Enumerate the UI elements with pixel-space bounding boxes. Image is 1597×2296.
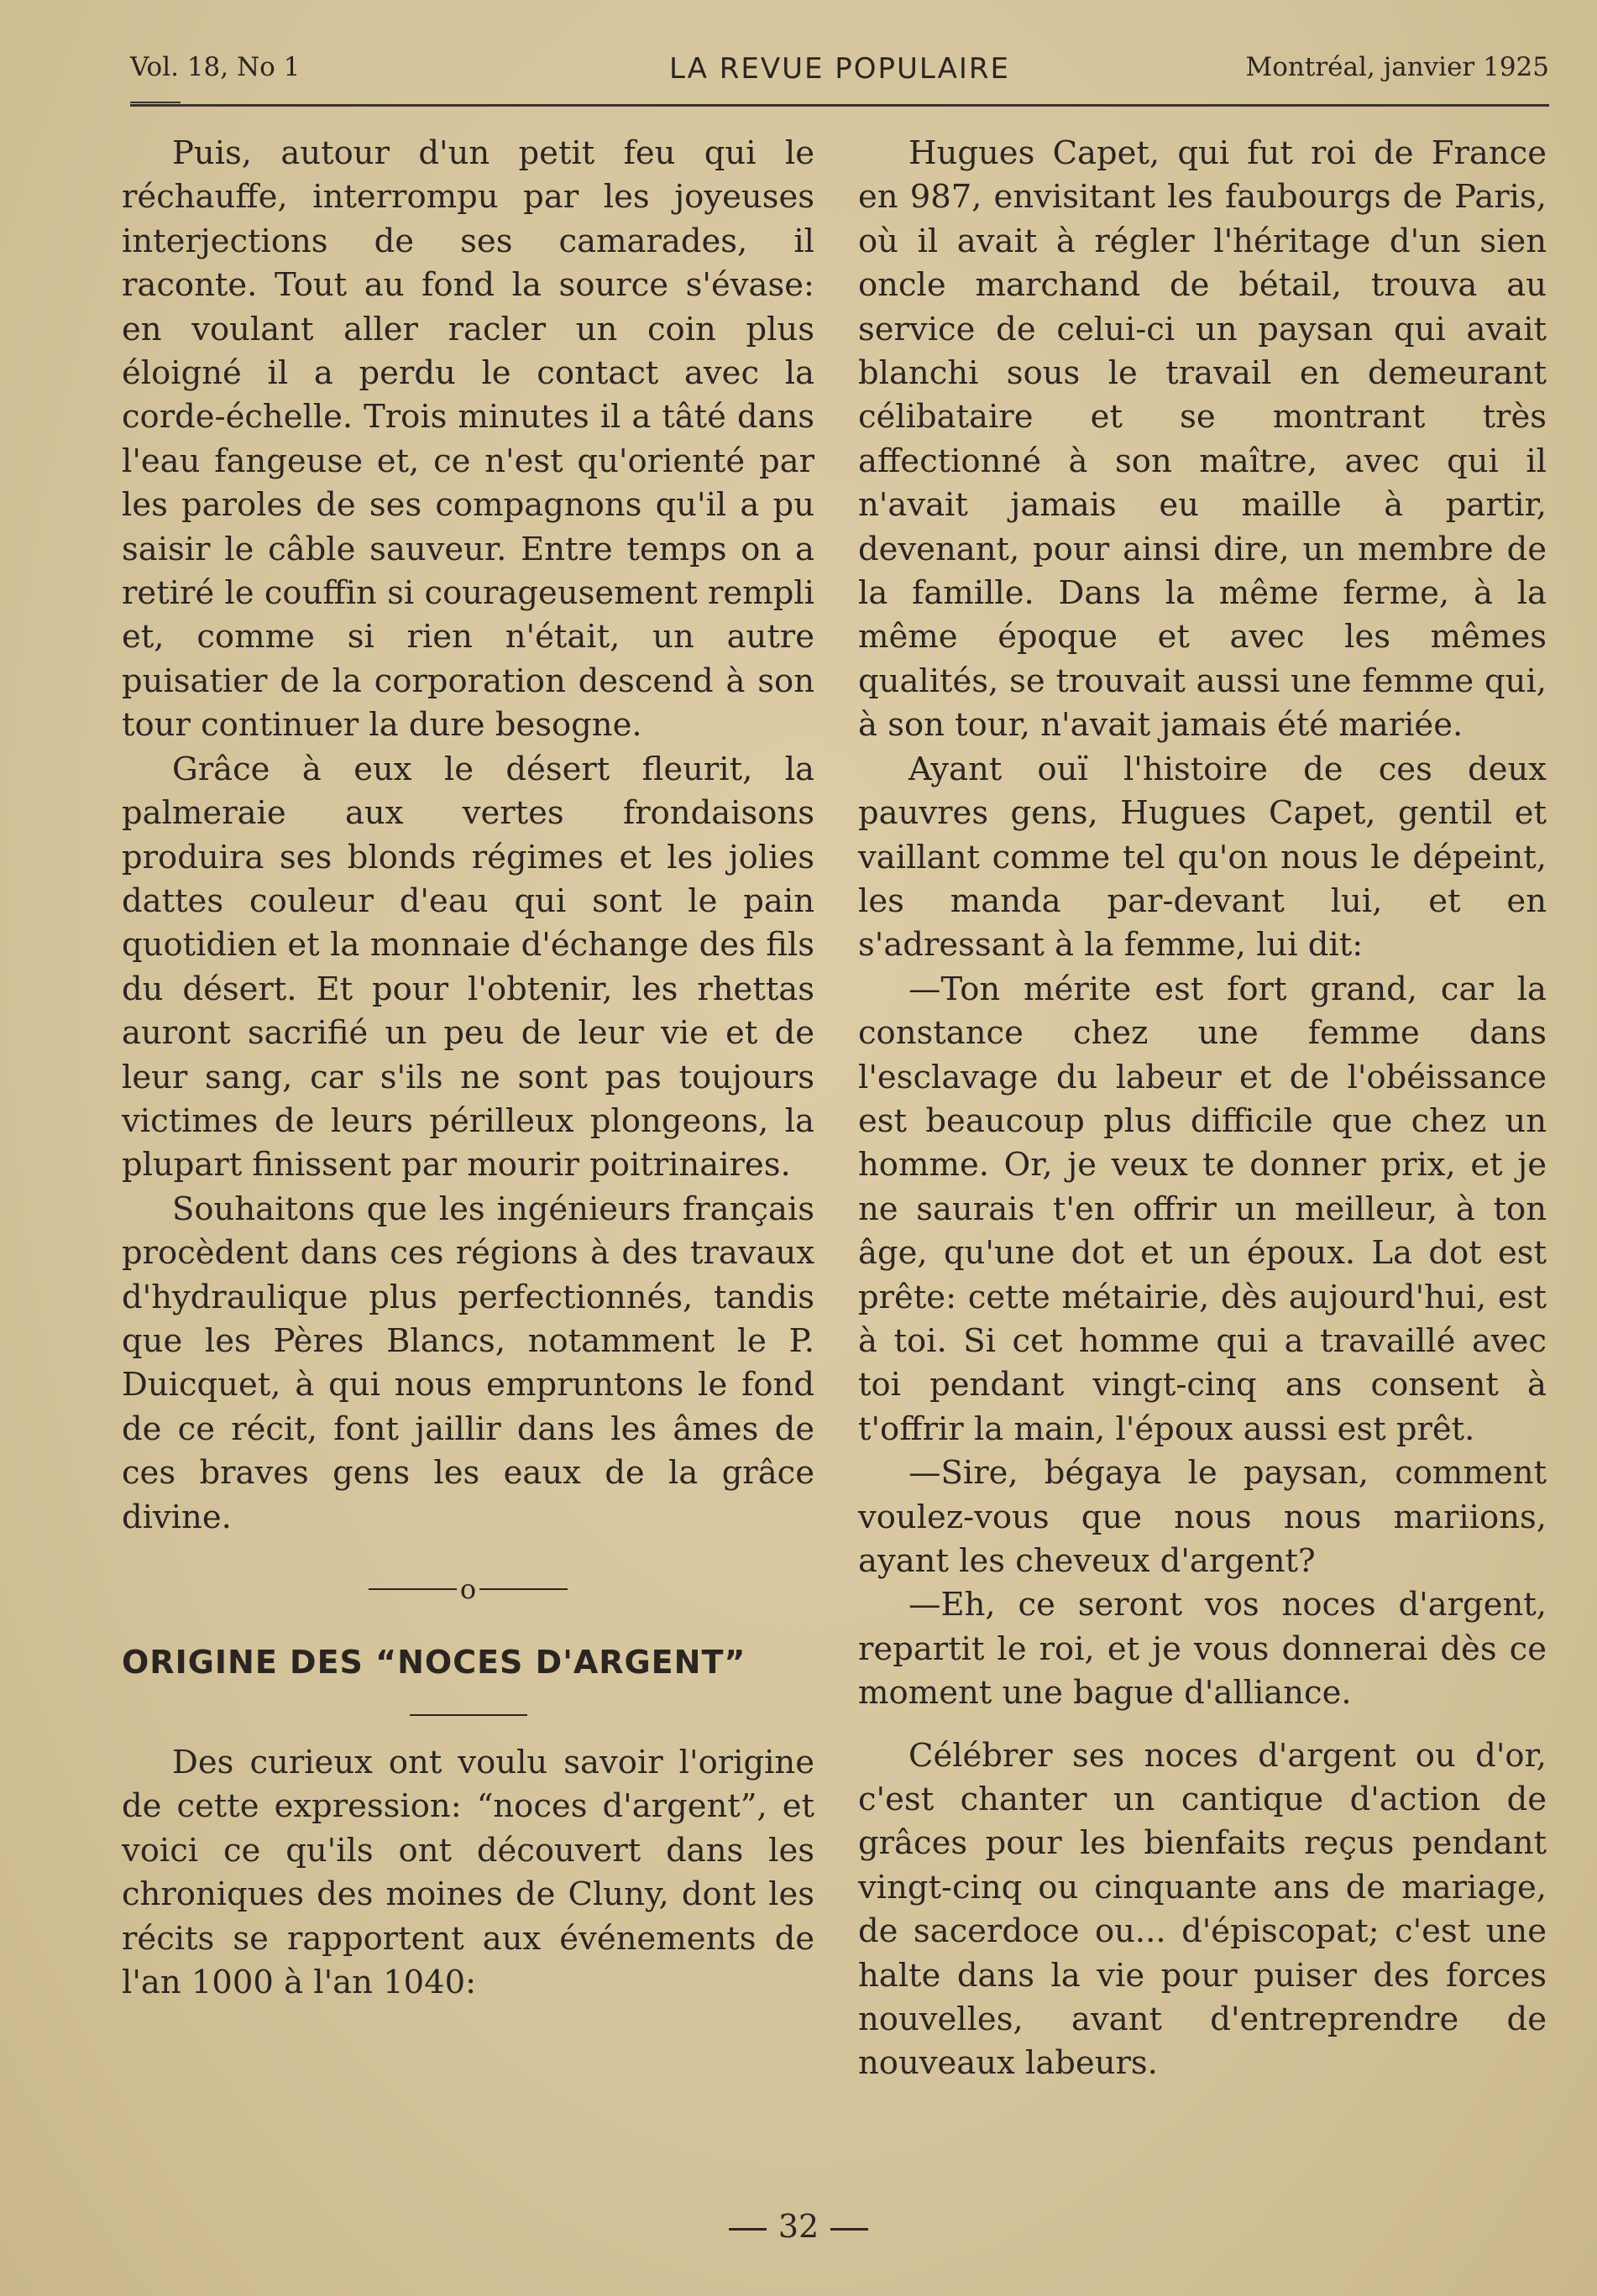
left-column — [122, 132, 814, 2005]
right-column — [858, 132, 1547, 2086]
header-rule — [130, 104, 1549, 107]
paragraph: Des curieux ont voulu savoir l'origine de cette expression: “noces d'argent”, et voici ce qu'ils ont découvert dans les chroniques des moines de Cluny, dont les récits se rapportent aux événements de l'an 1000 à l'an 1040: — [122, 1744, 814, 2002]
issue-date: Montréal, janvier 1925 — [1245, 52, 1549, 82]
paragraph: Célébrer ses noces d'argent ou d'or, c'est chanter un cantique d'action de grâces pour les bienfaits reçus pendant vingt-cinq ou cinquante ans de mariage, de sacerdoce ou... d'épiscopat; c'est une halte dans la vie pour puiser des forces nouvelles, avant d'entreprendre de nouveaux labeurs. — [858, 1736, 1547, 2083]
paragraph: —Ton mérite est fort grand, car la constance chez une femme dans l'esclavage du labeur et de l'obéissance est beaucoup plus difficile que chez un homme. Or, je veux te donner prix, et je ne saurais t'en offrir un meilleur, à ton âge, qu'une dot et un époux. La dot est prête: cette métairie, dès aujourd'hui, est à toi. Si cet homme qui a travaillé avec toi pendant vingt-cinq ans consent à t'offrir la main, l'époux aussi est prêt. — [858, 970, 1547, 1448]
paragraph: Ayant ouï l'histoire de ces deux pauvres gens, Hugues Capet, gentil et vaillant comme tel qu'on nous le dépeint, les manda par-devant lui, et en s'adressant à la femme, lui dit: — [858, 750, 1547, 965]
paragraph: —Eh, ce seront vos noces d'argent, repartit le roi, et je vous donnerai dès ce moment une bague d'alliance. — [858, 1586, 1547, 1713]
paragraph: —Sire, bégaya le paysan, comment voulez-vous que nous nous mariions, ayant les cheveux d'argent? — [858, 1454, 1547, 1580]
title-rule — [410, 1714, 527, 1716]
page-header — [130, 52, 1549, 94]
paragraph: Grâce à eux le désert fleurit, la palmeraie aux vertes frondaisons produira ses blonds régimes et les jolies dattes couleur d'eau qui sont le pain quotidien et la monnaie d'échange des fils du désert. Et pour l'obtenir, les rhettas auront sacrifié un peu de leur vie et de leur sang, car s'ils ne sont pas toujours victimes de leurs périlleux plongeons, la plupart finissent par mourir poitrinaires. — [122, 750, 814, 1185]
paragraph: Puis, autour d'un petit feu qui le réchauffe, interrompu par les joyeuses interjections de ses camarades, il raconte. Tout au fond la source s'évase: en voulant aller racler un coin plus éloigné il a perdu le contact avec la corde-échelle. Trois minutes il a tâté dans l'eau fangeuse et, ce n'est qu'orienté par les paroles de ses compagnons qu'il a pu saisir le câble sauveur. Entre temps on a retiré le couffin si courageusement rempli et, comme si rien n'était, un autre puisatier de la corporation descend à son tour continuer la dure besogne. — [122, 134, 814, 745]
paragraph: Souhaitons que les ingénieurs français procèdent dans ces régions à des travaux d'hydraulique plus perfectionnés, tandis que les Pères Blancs, notamment le P. Duicquet, à qui nous empruntons le fond de ce récit, font jaillir dans les âmes de ces braves gens les eaux de la grâce divine. — [122, 1190, 814, 1536]
paragraph-gap — [858, 1716, 1547, 1734]
magazine-title: LA REVUE POPULAIRE — [668, 52, 1011, 86]
paragraph: Hugues Capet, qui fut roi de France en 987, envisitant les faubourgs de Paris, où il avait à régler l'héritage d'un sien oncle marchand de bétail, trouva au service de celui-ci un paysan qui avait blanchi sous le travail en demeurant célibataire et se montrant très affectionné à son maître, avec qui il n'avait jamais eu maille à partir, devenant, pour ainsi dire, un membre de la famille. Dans la même ferme, à la même époque et avec les mêmes qualités, se trouvait aussi une femme qui, à son tour, n'avait jamais été mariée. — [858, 134, 1547, 745]
section-title: ORIGINE DES “NOCES D'ARGENT” — [122, 1644, 746, 1681]
footer-dash — [830, 2228, 868, 2231]
separator-mark: o — [459, 1572, 477, 1605]
separator-dash — [479, 1588, 568, 1590]
volume-number: Vol. 18, No 1 — [130, 52, 301, 82]
section-separator — [122, 1565, 814, 1608]
separator-dash — [369, 1588, 457, 1590]
footer-dash — [729, 2228, 767, 2231]
page-footer — [0, 2208, 1597, 2245]
page-number: 32 — [778, 2208, 819, 2245]
